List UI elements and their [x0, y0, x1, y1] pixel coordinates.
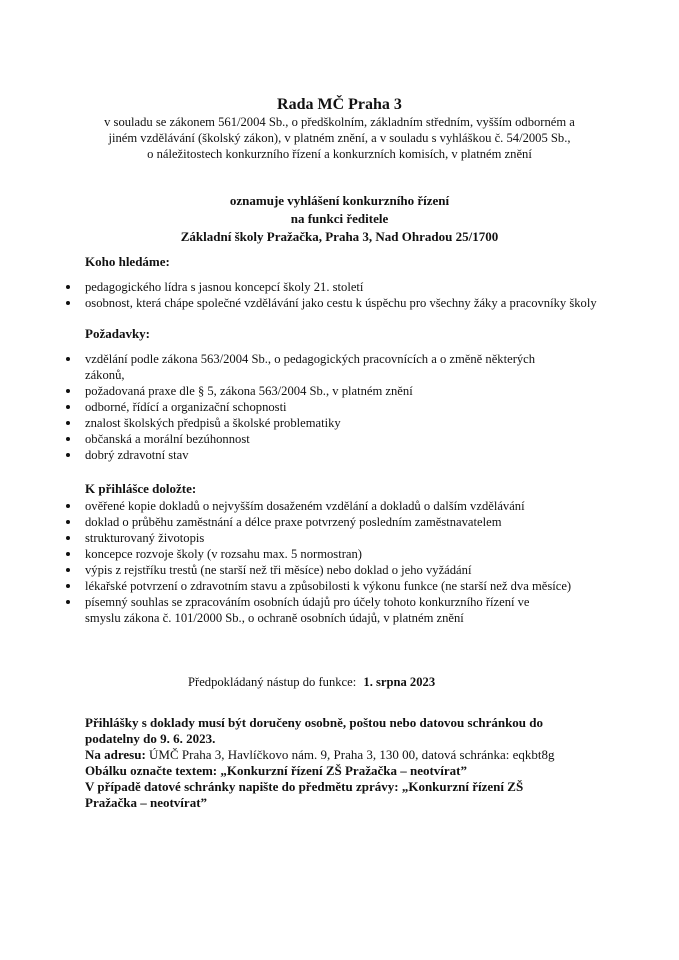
- bullet-icon: [66, 453, 70, 457]
- list-item: požadovaná praxe dle § 5, zákona 563/2004 Sb., v platném znění: [85, 383, 560, 399]
- bullet-icon: [66, 301, 70, 305]
- document-title: Rada MČ Praha 3: [277, 96, 402, 113]
- list-item: koncepce rozvoje školy (v rozsahu max. 5 normostran): [85, 546, 615, 562]
- bullet-icon: [66, 520, 70, 524]
- intro-line: v souladu se zákonem 561/2004 Sb., o předškolním, základním středním, vyšším odborném a: [104, 115, 575, 129]
- address-label: Na adresu:: [85, 747, 146, 762]
- bullet-icon: [66, 437, 70, 441]
- list-item: pedagogického lídra s jasnou koncepcí školy 21. století: [85, 279, 645, 295]
- list-item: doklad o průběhu zaměstnání a délce praxe potvrzený posledním zaměstnavatelem: [85, 514, 615, 530]
- bullet-icon: [66, 552, 70, 556]
- bullet-icon: [66, 504, 70, 508]
- list-item: znalost školských předpisů a školské problematiky: [85, 415, 560, 431]
- submission-address: [85, 747, 565, 763]
- seeking-list: [85, 279, 645, 311]
- list-item: odborné, řídící a organizační schopnosti: [85, 399, 560, 415]
- attachments-list: [85, 498, 615, 626]
- bullet-icon: [66, 600, 70, 604]
- list-item: dobrý zdravotní stav: [85, 447, 560, 463]
- bullet-icon: [66, 568, 70, 572]
- section-heading-requirements: Požadavky:: [85, 326, 150, 341]
- list-item: písemný souhlas se zpracováním osobních údajů pro účely tohoto konkurzního řízení ve smyslu zákona č. 101/2000 Sb., o ochraně osobních údajů, v platném znění: [85, 594, 555, 626]
- databox-instruction: V případě datové schránky napište do předmětu zprávy: „Konkurzní řízení ZŠ Pražačka – neotvírat”: [85, 779, 524, 810]
- list-item: občanská a morální bezúhonnost: [85, 431, 560, 447]
- start-date-value: 1. srpna 2023: [363, 675, 436, 689]
- intro-line: jiném vzdělávání (školský zákon), v platném znění, a v souladu s vyhláškou č. 54/2005 Sb.,: [108, 131, 571, 145]
- bullet-icon: [66, 389, 70, 393]
- bullet-icon: [66, 357, 70, 361]
- list-item: ověřené kopie dokladů o nejvyšším dosaženém vzdělání a dokladů o dalším vzdělávání: [85, 498, 615, 514]
- requirements-list: [85, 351, 560, 463]
- envelope-instruction: Obálku označte textem: „Konkurzní řízení ZŠ Pražačka – neotvírat”: [85, 763, 468, 778]
- announcement: [0, 192, 679, 246]
- submission-deadline: Přihlášky s doklady musí být doručeny osobně, poštou nebo datovou schránkou do podatelny do 9. 6. 2023.: [85, 715, 544, 746]
- legal-intro: [0, 114, 679, 162]
- announcement-school: Základní školy Pražačka, Praha 3, Nad Ohradou 25/1700: [180, 229, 499, 244]
- list-item: osobnost, která chápe společné vzdělávání jako cestu k úspěchu pro všechny žáky a pracovníky školy: [85, 295, 645, 311]
- bullet-icon: [66, 536, 70, 540]
- list-item: vzdělání podle zákona 563/2004 Sb., o pedagogických pracovnících a o změně některých zákonů,: [85, 351, 560, 383]
- submission-info: [85, 715, 565, 811]
- bullet-icon: [66, 584, 70, 588]
- announcement-line-1: oznamuje vyhlášení konkurzního řízení: [229, 193, 450, 208]
- address-value: ÚMČ Praha 3, Havlíčkovo nám. 9, Praha 3, 130 00, datová schránka: eqkbt8g: [149, 747, 555, 762]
- list-item: lékařské potvrzení o zdravotním stavu a způsobilosti k výkonu funkce (ne starší než dva měsíce): [85, 578, 615, 594]
- list-item: strukturovaný životopis: [85, 530, 615, 546]
- bullet-icon: [66, 405, 70, 409]
- intro-line: o náležitostech konkurzního řízení a konkurzních komisích, v platném znění: [147, 147, 532, 161]
- section-heading-seeking: Koho hledáme:: [85, 254, 170, 269]
- announcement-line-2: na funkci ředitele: [290, 211, 389, 226]
- start-date: [188, 674, 435, 690]
- bullet-icon: [66, 285, 70, 289]
- bullet-icon: [66, 421, 70, 425]
- section-heading-attachments: K přihlášce doložte:: [85, 481, 197, 496]
- list-item: výpis z rejstříku trestů (ne starší než tři měsíce) nebo doklad o jeho vyžádání: [85, 562, 615, 578]
- start-date-label: Předpokládaný nástup do funkce:: [188, 675, 357, 689]
